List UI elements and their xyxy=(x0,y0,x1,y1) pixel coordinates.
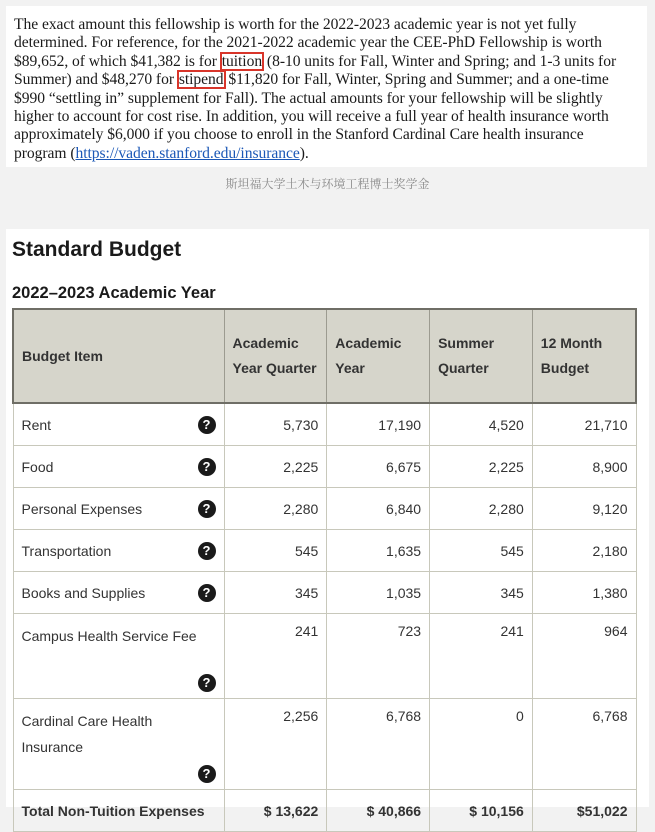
row-item-cell xyxy=(13,572,224,614)
excerpt-text-2: (8-10 units for Fall, Winter and Spring; and 1-3 units for Summer) and $48,270 for xyxy=(14,52,617,89)
cell-academic-year: 723 xyxy=(327,614,430,699)
total-12-month: $51,022 xyxy=(532,790,636,832)
help-icon[interactable]: ? xyxy=(198,765,216,783)
header-summer-quarter: Summer Quarter xyxy=(430,309,533,403)
cell-academic-year: 6,675 xyxy=(327,446,430,488)
budget-title: Standard Budget xyxy=(12,238,182,261)
row-item-cell xyxy=(13,530,224,572)
cell-academic-year: 17,190 xyxy=(327,403,430,446)
header-12-month-budget: 12 Month Budget xyxy=(532,309,636,403)
help-icon[interactable]: ? xyxy=(198,416,216,434)
cell-academic-year-quarter: 5,730 xyxy=(224,403,327,446)
row-item-cell xyxy=(13,446,224,488)
tuition-highlight: tuition xyxy=(221,52,263,70)
header-academic-year: Academic Year xyxy=(327,309,430,403)
help-icon[interactable]: ? xyxy=(198,458,216,476)
cell-academic-year-quarter: 345 xyxy=(224,572,327,614)
total-row xyxy=(13,790,636,832)
budget-card xyxy=(6,229,649,819)
cell-academic-year: 6,768 xyxy=(327,699,430,790)
row-item-cell xyxy=(13,403,224,446)
total-summer-quarter: $ 10,156 xyxy=(430,790,533,832)
table-row xyxy=(13,572,636,614)
cell-12-month: 8,900 xyxy=(532,446,636,488)
cell-summer-quarter: 345 xyxy=(430,572,533,614)
excerpt-paragraph xyxy=(6,6,647,163)
row-item-cell xyxy=(13,614,224,699)
cell-12-month: 9,120 xyxy=(532,488,636,530)
cell-12-month: 1,380 xyxy=(532,572,636,614)
table-row xyxy=(13,488,636,530)
cell-academic-year-quarter: 2,280 xyxy=(224,488,327,530)
cell-academic-year-quarter: 241 xyxy=(224,614,327,699)
total-label: Total Non-Tuition Expenses xyxy=(13,790,224,832)
table-row xyxy=(13,446,636,488)
budget-subtitle: 2022–2023 Academic Year xyxy=(12,284,216,302)
table-row xyxy=(13,530,636,572)
row-item-label: Cardinal Care Health Insurance xyxy=(21,713,153,755)
cell-summer-quarter: 0 xyxy=(430,699,533,790)
excerpt-text-3: $11,820 for Fall, Winter, Spring and Summer; and a one-time $990 “settling in” supplement for Fall). The actual amounts for your fellowship will be slightly higher to account for cost rise. In addition, you will receive a full year of health insurance worth approximately $6,000 if you choose to enroll in the Stanford Cardinal Care health insurance program ( xyxy=(14,71,609,162)
row-item-label: Transportation xyxy=(21,542,112,559)
cell-12-month: 2,180 xyxy=(532,530,636,572)
row-item-label: Food xyxy=(21,458,54,475)
row-item-label: Rent xyxy=(21,416,52,433)
cell-academic-year-quarter: 2,225 xyxy=(224,446,327,488)
help-icon[interactable]: ? xyxy=(198,674,216,692)
image-caption: 斯坦福大学土木与环境工程博士奖学金 xyxy=(225,177,430,191)
table-row xyxy=(13,699,636,790)
fellowship-excerpt xyxy=(6,6,647,167)
row-item-cell xyxy=(13,488,224,530)
cell-summer-quarter: 545 xyxy=(430,530,533,572)
total-academic-year-quarter: $ 13,622 xyxy=(224,790,327,832)
cell-academic-year-quarter: 2,256 xyxy=(224,699,327,790)
row-item-label: Campus Health Service Fee xyxy=(21,628,197,644)
header-academic-year-quarter: Academic Year Quarter xyxy=(224,309,327,403)
cell-academic-year-quarter: 545 xyxy=(224,530,327,572)
cell-summer-quarter: 2,280 xyxy=(430,488,533,530)
cell-academic-year: 1,035 xyxy=(327,572,430,614)
table-row xyxy=(13,403,636,446)
help-icon[interactable]: ? xyxy=(198,542,216,560)
row-item-label: Personal Expenses xyxy=(21,500,143,517)
header-budget-item: Budget Item xyxy=(13,309,224,403)
help-icon[interactable]: ? xyxy=(198,584,216,602)
cell-12-month: 21,710 xyxy=(532,403,636,446)
stipend-highlight: stipend xyxy=(178,71,224,89)
insurance-link[interactable]: https://vaden.stanford.edu/insurance xyxy=(75,144,300,162)
excerpt-text-1: The exact amount this fellowship is worth for the 2022-2023 academic year is not yet fully determined. For reference, for the 2021-2022 academic year the CEE-PhD Fellowship is worth $89,652, of which $41,382 is for xyxy=(14,16,602,70)
cell-12-month: 6,768 xyxy=(532,699,636,790)
cell-summer-quarter: 2,225 xyxy=(430,446,533,488)
total-academic-year: $ 40,866 xyxy=(327,790,430,832)
cell-academic-year: 6,840 xyxy=(327,488,430,530)
row-item-cell xyxy=(13,699,224,790)
cell-summer-quarter: 4,520 xyxy=(430,403,533,446)
excerpt-text-4: ). xyxy=(299,144,309,162)
budget-table-header xyxy=(13,309,636,403)
cell-12-month: 964 xyxy=(532,614,636,699)
cell-academic-year: 1,635 xyxy=(327,530,430,572)
table-row xyxy=(13,614,636,699)
row-item-label: Books and Supplies xyxy=(21,584,146,601)
budget-table xyxy=(12,308,637,832)
cell-summer-quarter: 241 xyxy=(430,614,533,699)
help-icon[interactable]: ? xyxy=(198,500,216,518)
